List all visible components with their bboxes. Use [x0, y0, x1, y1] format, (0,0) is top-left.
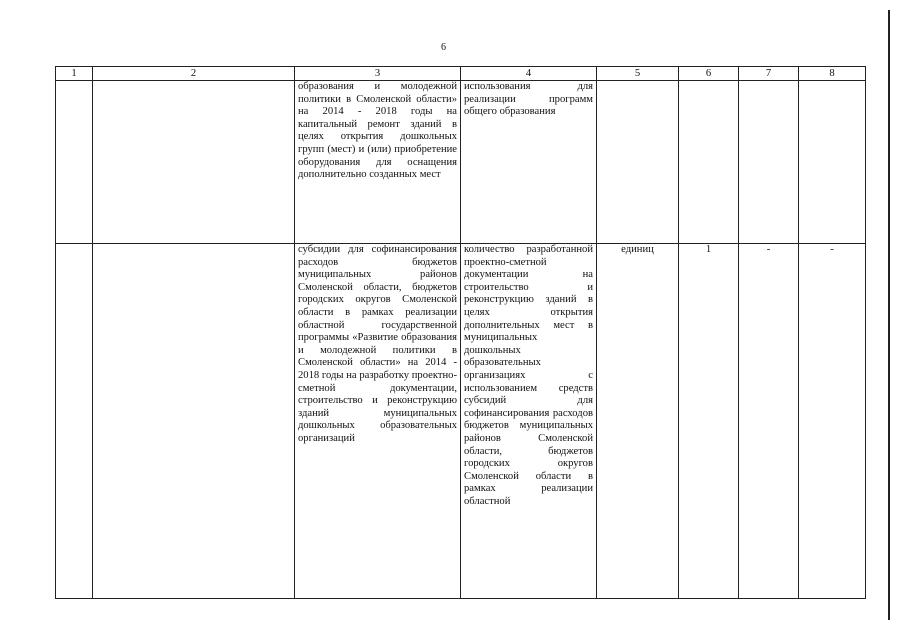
page-number: 6 — [441, 42, 446, 53]
table-cell — [93, 81, 295, 244]
value-cell: - — [799, 244, 866, 599]
table-row — [56, 81, 866, 244]
column-header-7: 7 — [739, 67, 799, 81]
table-cell — [56, 244, 93, 599]
table-cell — [93, 244, 295, 599]
measure-description-cell: образования и молодежной политики в Смоленской области» на 2014 - 2018 годы на капитальный ремонт зданий в целях открытия дошкольных групп (мест) и (или) приобретение оборудования для оснащения дополнительно созданных мест — [295, 81, 461, 244]
table-row — [56, 244, 866, 599]
value-cell — [739, 81, 799, 244]
unit-cell: единиц — [597, 244, 679, 599]
value-cell — [679, 81, 739, 244]
table-header-row — [56, 67, 866, 81]
column-header-1: 1 — [56, 67, 93, 81]
unit-cell — [597, 81, 679, 244]
column-header-5: 5 — [597, 67, 679, 81]
value-cell: 1 — [679, 244, 739, 599]
column-header-6: 6 — [679, 67, 739, 81]
column-header-3: 3 — [295, 67, 461, 81]
value-cell: - — [739, 244, 799, 599]
measure-description-cell: субсидии для софинансирования расходов бюджетов муниципальных районов Смоленской области, бюджетов городских округов Смоленской области в рамках реализации областной государственной программы «Развитие образования и молодежной политики в Смоленской области» на 2014 - 2018 годы на разработку проектно-сметной документации, строительство и реконструкцию зданий муниципальных дошкольных образовательных организаций — [295, 244, 461, 599]
indicators-table — [55, 66, 866, 599]
indicator-description-cell: использования для реализации программ общего образования — [461, 81, 597, 244]
column-header-8: 8 — [799, 67, 866, 81]
indicator-description-cell: количество разработанной проектно-сметной документации на строительство и реконструкцию зданий в целях открытия дополнительных мест в муниципальных дошкольных образовательных организациях с использованием средств субсидий для софинансирования расходов бюджетов муниципальных районов Смоленской области, бюджетов городских округов Смоленской области в рамках реализации областной — [461, 244, 597, 599]
column-header-4: 4 — [461, 67, 597, 81]
table-cell — [56, 81, 93, 244]
page-edge-line — [888, 10, 890, 620]
value-cell — [799, 81, 866, 244]
column-header-2: 2 — [93, 67, 295, 81]
